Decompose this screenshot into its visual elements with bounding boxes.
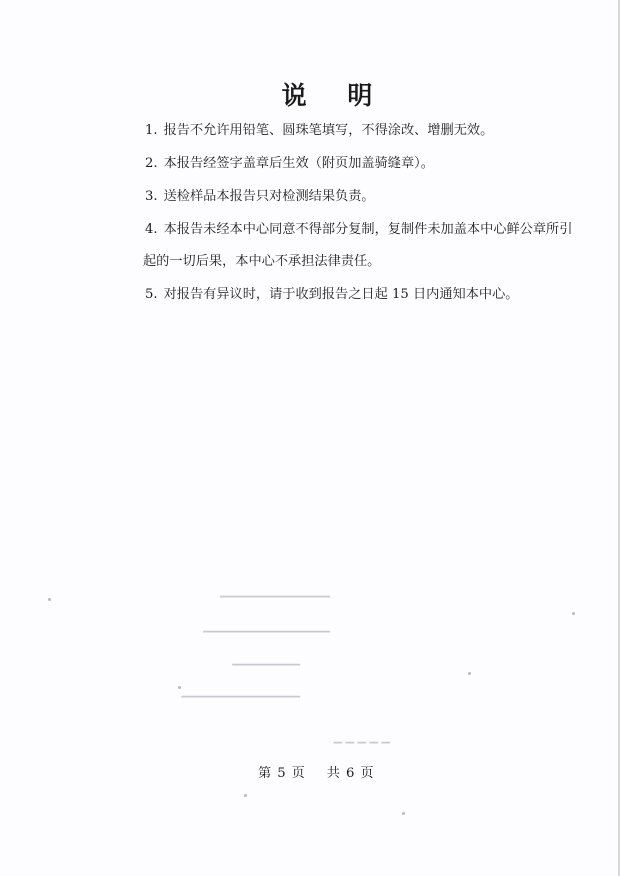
note-4-continuation: 起的一切后果，本中心不承担法律责任。 — [143, 254, 381, 269]
note-text: 本报告未经本中心同意不得部分复制，复制件未加盖本中心鲜公章所引 — [163, 222, 573, 237]
scan-speck — [572, 612, 575, 615]
page-footer — [258, 762, 374, 781]
note-text: 对报告有异议时，请于收到报告之日起 15 日内通知本中心。 — [163, 287, 519, 302]
page-prefix: 第 — [258, 766, 272, 781]
note-text: 报告不允许用铅笔、圆珠笔填写，不得涂改、增删无效。 — [163, 123, 494, 138]
scan-speck — [244, 794, 247, 797]
page-suffix: 页 — [291, 766, 305, 781]
scan-speck — [48, 598, 51, 601]
scan-speck — [178, 686, 181, 689]
note-number: 3. — [145, 189, 158, 204]
note-text: 送检样品本报告只对检测结果负责。 — [163, 189, 375, 204]
note-4 — [145, 221, 572, 239]
total-prefix: 共 — [326, 766, 340, 781]
note-number: 1. — [145, 123, 158, 138]
note-text: 本报告经签字盖章后生效（附页加盖骑缝章）。 — [163, 156, 434, 171]
total-pages: 6 — [345, 766, 355, 781]
page-title: 说 明 — [281, 81, 389, 110]
note-5 — [145, 286, 518, 304]
report-page: 说 明 1. 报告不允许用铅笔、圆珠笔填写，不得涂改、增删无效。 2. 本报告经签字盖章后生效（附页加盖骑缝章）。 3. 送检样品本报告只对检测结果负责。 4. 本报告未经本中心同意不得部分复制，复制件未加盖本中心鲜公章所引 起的一切后果，本中心不承担法律责任。 5. 对报告有异议时，请于收到报告之日起 15 日内通知本中心。 ▔▔▔▔▔▔▔▔▔▔▔▔▔ ▔▔▔▔▔▔▔▔▔▔▔▔▔▔▔ ▔▔▔▔▔▔▔▔ ▔▔▔▔▔▔▔▔▔▔▔▔▔▔ ▔ ▔ ▔ ▔ ▔ 第 5 页 共 6 页 — [0, 0, 620, 876]
scan-speck — [402, 812, 405, 815]
scan-speck — [468, 672, 471, 675]
note-number: 2. — [145, 156, 158, 171]
page-number: 5 — [277, 766, 286, 781]
total-suffix: 页 — [360, 766, 374, 781]
note-number: 4. — [145, 222, 158, 237]
note-3 — [145, 188, 375, 206]
note-2 — [145, 155, 434, 173]
note-1 — [145, 122, 493, 140]
note-number: 5. — [145, 287, 158, 302]
